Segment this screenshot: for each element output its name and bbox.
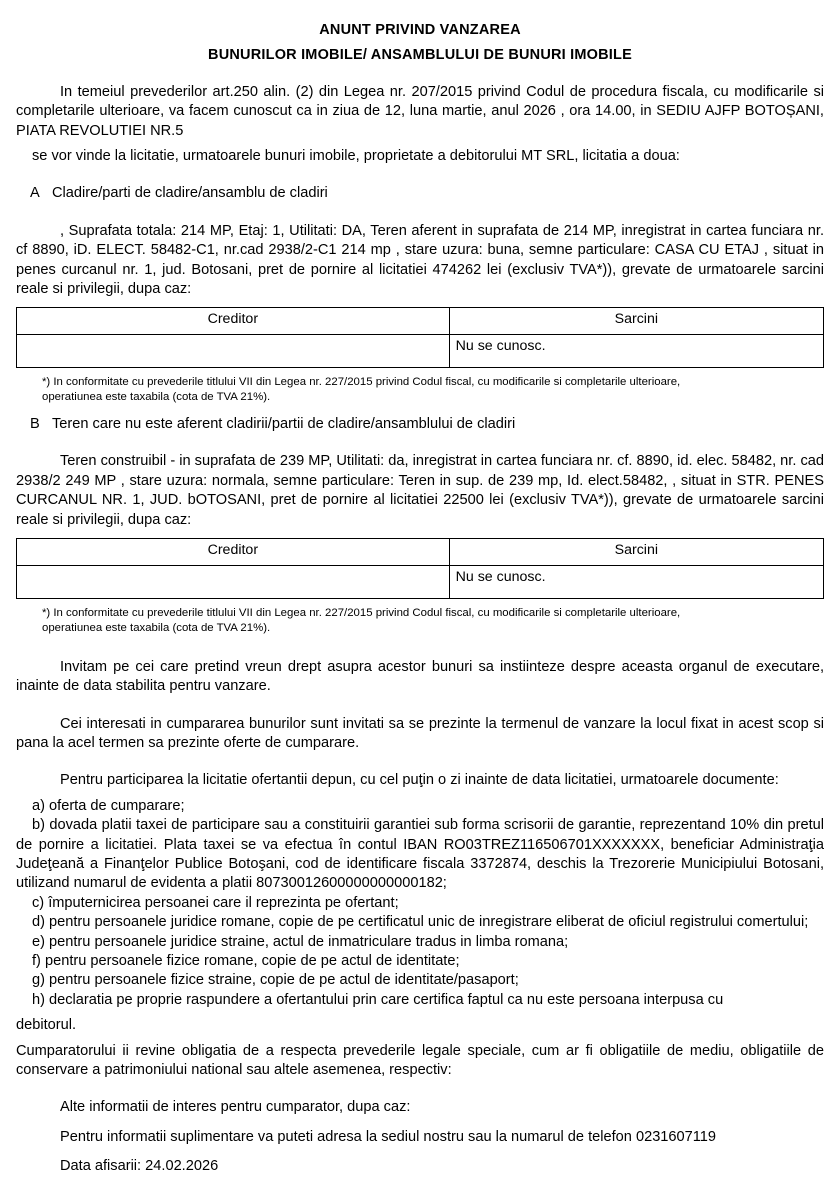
tail-line-other-info: Alte informatii de interes pentru cumparator, dupa caz: [60,1099,411,1116]
paragraph-interested: Cei interesati in cumpararea bunurilor sunt invitati sa se prezinte la termenul de vanzare la locul fixat in acest scop si pana la acel termen sa prezinte oferte de cumparare. [16,715,824,751]
table-cell-sarcini: Nu se cunosc. [449,566,823,599]
list-item: g) pentru persoanele fizice straine, copie de pe actul de identitate/pasaport; [32,972,519,989]
section-b-footnote-line-2: operatiunea este taxabila (cota de TVA 21%). [42,621,271,634]
document-title [16,18,824,69]
table-header-sarcini: Sarcini [449,539,823,566]
section-b-letter: B [30,416,40,433]
table-row [17,566,824,599]
list-item: h) declaratia pe proprie raspundere a ofertantului prin care certifica faptul ca nu este persoana interpusa cu [32,991,724,1008]
tail-line-contact: Pentru informatii suplimentare va puteti adresa la sediul nostru sau la numarul de telefon 0231607119 [60,1128,717,1145]
paragraph-documents-intro: Pentru participarea la licitatie ofertantii depun, cu cel puţin o zi inainte de data licitatiei, urmatoarele documente: [60,772,779,789]
table-header-sarcini: Sarcini [449,308,823,335]
section-a-table [16,307,824,368]
table-cell-creditor [17,566,450,599]
list-item: a) oferta de cumparare; [32,797,185,814]
section-a-letter: A [30,185,40,202]
list-item: d) pentru persoanele juridice romane, copie de pe certificatul unic de inregistrare eliberat de oficiul registrului comertului; [32,914,809,931]
title-line-2: BUNURILOR IMOBILE/ ANSAMBLULUI DE BUNURI IMOBILE [208,47,632,64]
section-a-heading-text: Cladire/parti de cladire/ansamblu de cladiri [52,185,328,202]
list-item: b) dovada platii taxei de participare sau a constituirii garantiei sub forma scrisorii de garantie, reprezentand 10% din pretul de pornire a licitatiei. Plata taxei se va efectua în contul IBAN RO03TREZ116506701XXXXXXX, beneficiar Administraţia Judeţeană a Finanţelor Publice Botoşani, cod de identificare fiscala 3372874, deschis la Trezorerie Municipiului Botosani, utilizand numarul de evidenta a platii 80730012600000000000182; [16,817,824,892]
table-cell-sarcini: Nu se cunosc. [449,335,823,368]
section-b-heading-text: Teren care nu este aferent cladirii/partii de cladire/ansamblului de cladiri [52,416,516,433]
list-item: c) împuternicirea persoanei care il reprezinta pe ofertant; [32,894,399,911]
title-line-1: ANUNT PRIVIND VANZAREA [319,22,521,38]
tail-line-date: Data afisarii: 24.02.2026 [60,1158,219,1175]
section-a-footnote-line-1: *) In conformitate cu prevederile titlului VII din Legea nr. 227/2015 privind Codul fiscal, cu modificarile si completarile ulterioare, [42,376,681,389]
section-b-heading [30,415,824,434]
sale-line: se vor vinde la licitatie, urmatoarele bunuri imobile, proprietate a debitorului MT SRL, licitatia a doua: [32,147,680,164]
section-b-footnote [42,606,824,636]
section-b-footnote-line-1: *) In conformitate cu prevederile titlului VII din Legea nr. 227/2015 privind Codul fiscal, cu modificarile si completarile ulterioare, [42,607,681,620]
debitorul-line: debitorul. [16,1017,77,1034]
section-a-footnote-line-2: operatiunea este taxabila (cota de TVA 21%). [42,391,271,404]
table-header-creditor: Creditor [17,308,450,335]
paragraph-invite: Invitam pe cei care pretind vreun drept asupra acestor bunuri sa instiinteze despre aceasta organul de executare, inainte de data stabilita pentru vanzare. [16,658,824,695]
paragraph-obligations: Cumparatorului ii revine obligatia de a respecta prevederile legale speciale, cum ar fi obligatiile de mediu, obligatiile de conservare a patrimoniului national sau altele asemenea, respectiv: [16,1042,824,1079]
intro-paragraph: In temeiul prevederilor art.250 alin. (2) din Legea nr. 207/2015 privind Codul de procedura fiscala, cu modificarile si completarile ulterioare, va facem cunoscut ca in ziua de 12, luna martie, anul 2026 , ora 14.00, in SEDIU AJFP BOTOȘANI, PIATA REVOLUTIEI NR.5 [16,83,824,139]
table-header-creditor: Creditor [17,539,450,566]
table-cell-creditor [17,335,450,368]
section-a-description: , Suprafata totala: 214 MP, Etaj: 1, Utilitati: DA, Teren aferent in suprafata de 214 MP, inregistrat in cartea funciara nr. cf 8890, iD. ELECT. 58482-C1, nr.cad 2938/2-C1 214 mp , stare uzura: buna, semne particulare: CASA CU ETAJ , situat in penes curcanul nr. 1, jud. Botosani, pret de pornire al licitatiei 474262 lei (exclusiv TVA*)), grevate de urmatoarele sarcini reale si privilegii, dupa caz: [16,222,824,297]
list-item: e) pentru persoanele juridice straine, actul de inmatriculare tradus in limba romana; [32,933,569,950]
section-b-table [16,538,824,599]
table-header-row [17,539,824,566]
section-b-description: Teren construibil - in suprafata de 239 MP, Utilitati: da, inregistrat in cartea funciara nr. cf. 8890, id. elec. 58482, nr. cad 2938/2 249 MP , stare uzura: normala, semne particulare: Teren in sup. de 239 mp, Id. elect.58482, , situat in STR. PENES CURCANUL NR. 1, JUD. bOTOSANI, pret de pornire al licitatiei 22500 lei (exclusiv TVA*)), grevate de urmatoarele sarcini reale si privilegii, dupa caz: [16,453,824,528]
section-a-footnote [42,375,824,405]
list-item: f) pentru persoanele fizice romane, copie de pe actul de identitate; [32,953,460,970]
section-a-heading [30,184,824,203]
table-row [17,335,824,368]
table-header-row [17,308,824,335]
